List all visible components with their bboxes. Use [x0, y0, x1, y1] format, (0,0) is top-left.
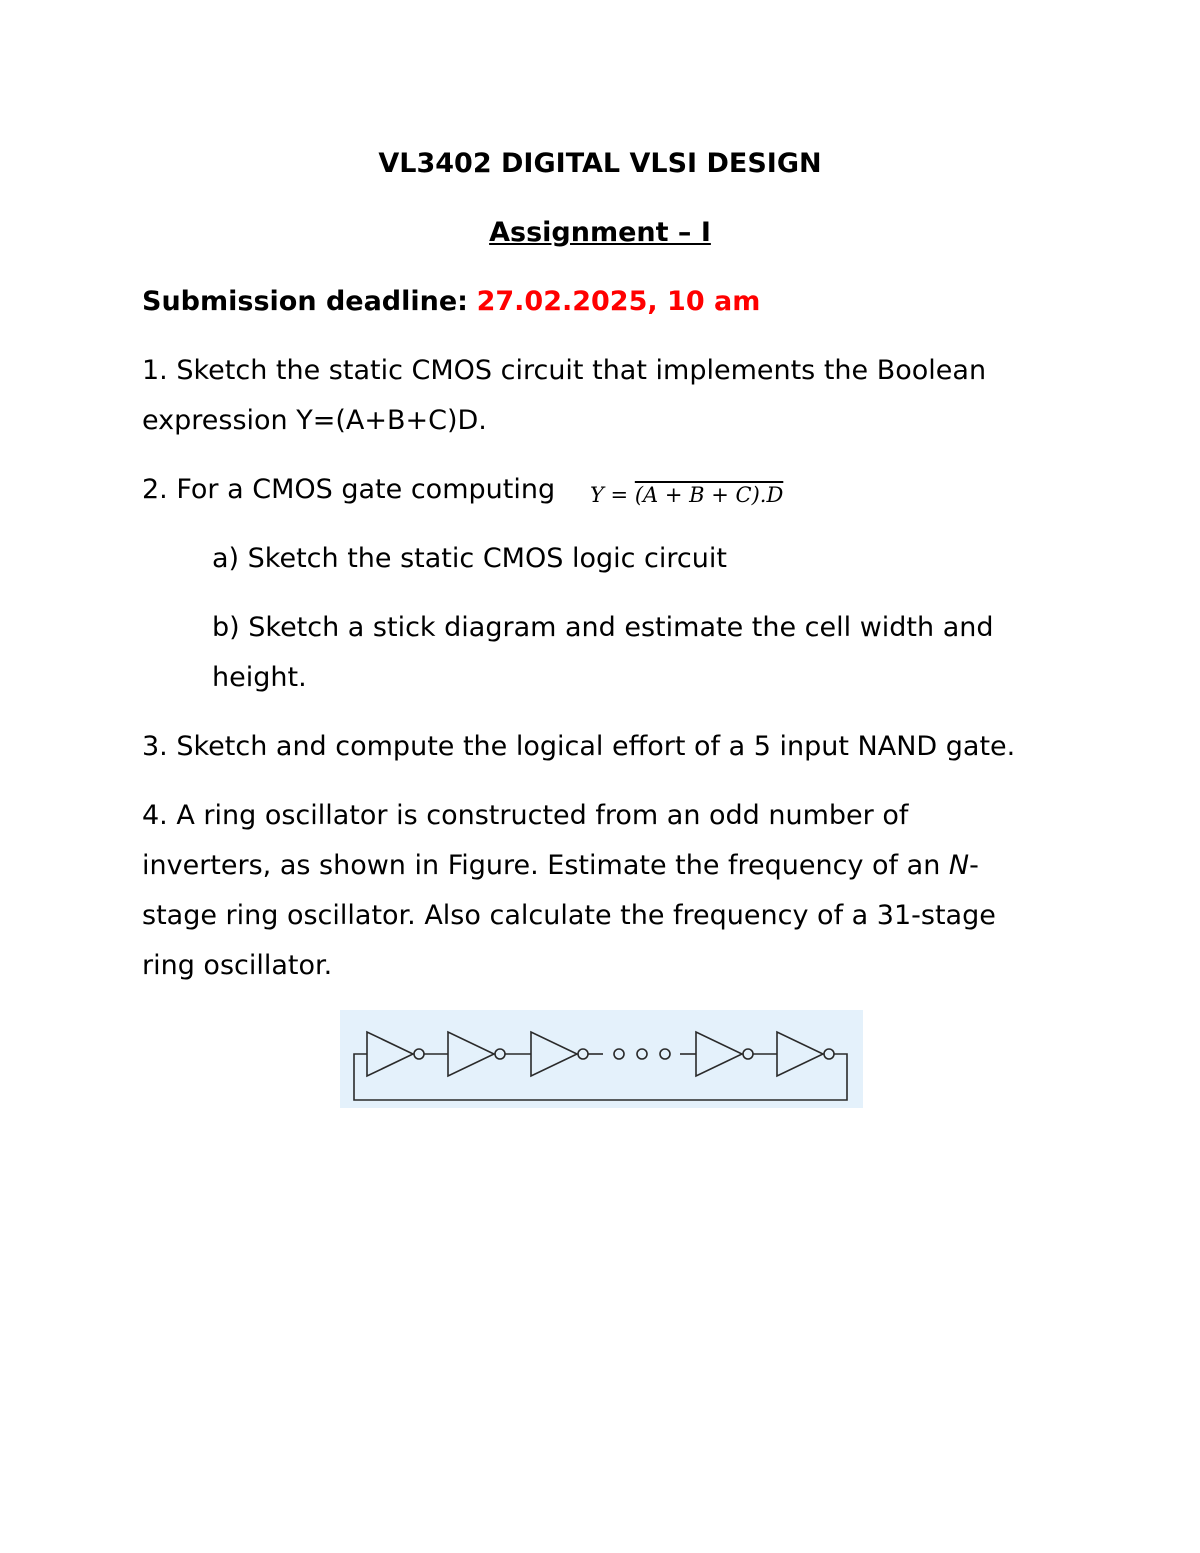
formula-rhs: (A + B + C).D: [634, 483, 784, 507]
document-title: VL3402 DIGITAL VLSI DESIGN: [378, 148, 822, 179]
ring-oscillator-figure: [340, 1010, 863, 1108]
inverter-icon: [777, 1032, 834, 1076]
deadline-value: 27.02.2025, 10 am: [476, 286, 761, 317]
question-4-line-4: ring oscillator.: [142, 950, 333, 981]
inverter-icon: [696, 1032, 753, 1076]
question-4-line-2: [142, 849, 979, 883]
ring-oscillator-diagram-icon: [340, 1010, 863, 1108]
question-4-line-2-post: -: [969, 850, 979, 881]
question-4-n-symbol: N: [948, 850, 970, 881]
feedback-wire: [354, 1054, 847, 1100]
question-4-line-2-pre: inverters, as shown in Figure. Estimate the frequency of an: [142, 850, 949, 881]
inverter-icon: [367, 1032, 424, 1076]
question-2-text: 2. For a CMOS gate computing: [142, 474, 556, 505]
inverter-icon: [448, 1032, 505, 1076]
document-subtitle: Assignment – I: [489, 217, 711, 248]
question-3-text: 3. Sketch and compute the logical effort of a 5 input NAND gate.: [142, 731, 1016, 762]
ellipsis-dots-icon: [614, 1049, 670, 1059]
formula-lhs: Y =: [590, 483, 629, 507]
question-1-line-1: 1. Sketch the static CMOS circuit that implements the Boolean: [142, 355, 987, 386]
inverter-icon: [531, 1032, 588, 1076]
deadline-label: Submission deadline:: [142, 286, 468, 317]
question-4-line-3: stage ring oscillator. Also calculate the frequency of a 31-stage: [142, 900, 996, 931]
question-2-formula: [590, 480, 783, 510]
question-4-line-1: 4. A ring oscillator is constructed from an odd number of: [142, 800, 909, 831]
deadline-line: [142, 285, 760, 319]
question-2a: a) Sketch the static CMOS logic circuit: [212, 543, 727, 574]
question-1-line-2: expression Y=(A+B+C)D.: [142, 405, 487, 436]
question-2b-line-2: height.: [212, 662, 307, 693]
question-2b-line-1: b) Sketch a stick diagram and estimate the cell width and: [212, 612, 994, 643]
